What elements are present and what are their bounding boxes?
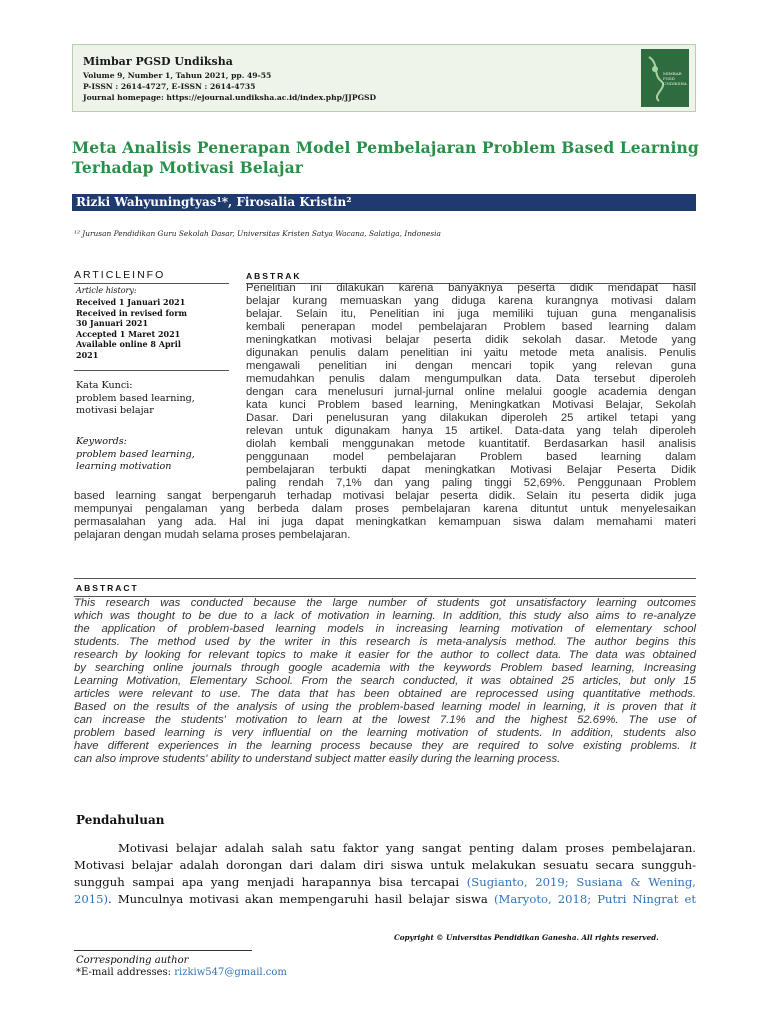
divider [74,370,229,371]
text-line: belajar. Selain itu, Penelitian ini juga memiliki tujuan guna menganalisis [246,308,696,320]
text-line: research by looking for relevant topics to make it easier for the author to collect data. The data was obtained [74,649,696,661]
text-line: have different experiences in the learning process because they are required to solve existing problems. It [74,740,696,752]
citation-link[interactable]: 2015) [74,892,109,906]
text-line: can increase the students' motivation to learn at the lowest 7.1% and the highest 52.69%. The use of [74,714,696,726]
copyright: Copyright © Universitas Pendidikan Ganesha. All rights reserved. [394,933,659,942]
authors: Rizki Wahyuningtyas¹*, Firosalia Kristin² [76,195,352,209]
journal-cover-thumbnail [641,49,689,107]
intro-line [74,874,696,891]
text-line: memudahkan penulis dalam mengumpulkan data. Data tersebut diperoleh [246,373,696,385]
footnote-divider [74,950,252,951]
text-line: mengawali penelitian ini dengan mencari topik yang relevan guna [246,360,696,372]
text-line: problem based learning is very influential on the learning motivation of students. In addition, students also [74,727,696,739]
text-line: based learning sangat berpengaruh terhadap motivasi belajar peserta didik. Selain itu peserta didik juga [74,490,696,502]
title-line: Meta Analisis Penerapan Model Pembelajaran Problem Based Learning [72,138,699,157]
text-line: dengan cara menelusuri jurnal-jurnal online melalui google academia dengan [246,386,696,398]
journal-header [72,44,696,112]
intro-paragraph [74,840,696,908]
text-line: Penelitian ini dilakukan karena banyaknya peserta didik mendapat hasil [246,282,696,294]
text-line: students. The method used by the writer in this research is meta-analysis method. The author begins this [74,636,696,648]
abstract-heading: ABSTRACT [76,583,139,593]
journal-issn: P-ISSN : 2614-4727, E-ISSN : 2614-4735 [83,82,256,91]
abstrak-text-wide [74,490,696,542]
section-heading: Pendahuluan [76,813,165,827]
text-line: articles were relevant to use. The data that has been obtained are reprocessed using quantitative methods. [74,688,696,700]
intro-line: Motivasi belajar adalah salah satu faktor yang sangat penting dalam proses pembelajaran. [118,841,696,855]
journal-homepage[interactable]: Journal homepage: https://ejournal.undiksha.ac.id/index.php/JJPGSD [83,93,377,102]
history-item: 30 Januari 2021 [76,318,149,329]
text-line: the application of problem-based learning models in increasing learning motivation of elementary school [74,623,696,635]
article-info-heading: ARTICLEINFO [74,269,166,281]
abstrak-heading: ABSTRAK [246,271,302,281]
abstract-text [74,597,696,766]
abstrak-text [246,282,696,490]
citation-link[interactable]: (Sugianto, 2019; Susiana & Wening, [466,875,696,889]
keywords-item: learning motivation [76,461,172,472]
intro-line: Motivasi belajar adalah dorongan dari dalam diri siswa untuk melakukan sesuatu secara sungguh- [74,858,696,872]
text-line: permasalahan yang ada. Hal ini juga dapat meningkatkan kemampuan siswa dalam memahami materi [74,516,696,528]
divider [74,578,696,579]
text-line: by searching online journals through google academia with the keywords Problem based learning, Increasing [74,662,696,674]
intro-text: sungguh sampai apa yang menjadi harapannya bisa tercapai [74,875,467,889]
kata-kunci-label: Kata Kunci: [76,380,133,391]
article-history [76,297,187,361]
history-item: Available online 8 April [76,339,181,350]
text-line: This research was conducted because the large number of students got unsatisfactory learning outcomes [74,597,696,609]
text-line: Based on the results of the analysis of using the problem-based learning model in learning, it is proven that it [74,701,696,713]
corresponding-author: Corresponding author [76,955,189,966]
text-line: kembali penerapan model pembelajaran Problem based learning dalam [246,321,696,333]
text-line: penggunaan model pembelajaran Problem based learning dalam [246,451,696,463]
text-line: which was thought to be due to a lack of motivation in learning. In addition, this study also aims to re-analyze [74,610,696,622]
kata-kunci-block [76,380,195,418]
text-line: diolah kembali menggunakan metode kuantitatif. Berdasarkan hasil analisis [246,438,696,450]
title-line: Terhadap Motivasi Belajar [72,158,304,177]
text-line: mempunyai pengalaman yang berbeda dalam proses pembelajaran karena dituntut untuk menyelesaikan [74,503,696,515]
intro-line [74,891,696,908]
author-bar [72,194,696,211]
text-line: Dasar. Dari penelusuran yang dilakukan diperoleh 25 artikel tetapi yang [246,412,696,424]
text-line: can also improve students' ability to understand subject matter easily during the learning process. [74,753,561,765]
text-line: pelajaran dengan mudah selama proses pembelajaran. [74,529,351,541]
history-item: Accepted 1 Maret 2021 [76,328,181,339]
affiliation: ¹² Jurusan Pendidikan Guru Sekolah Dasar, Universitas Kristen Satya Wacana, Salatiga, Indonesia [74,229,441,238]
keywords-block [76,436,195,474]
email-label: *E-mail addresses: [76,967,175,978]
text-line: kata kunci Problem based learning, Meningkatkan Motivasi Belajar, Sekolah [246,399,696,411]
text-line: pembelajaran terbukti dapat meningkatkan Motivasi Belajar Peserta Didik [246,464,696,476]
journal-name: Mimbar PGSD Undiksha [83,55,233,68]
history-item: Received in revised form [76,307,187,318]
divider [74,283,229,284]
article-history-label: Article history: [76,286,137,295]
text-line: Learning Motivation, Elementary School. From the search conducted, it was obtained 25 articles, but only 15 [74,675,696,687]
email-link[interactable]: rizkiw547@gmail.com [174,967,287,978]
text-line: meningkatkan motivasi belajar peserta didik sekolah dasar. Metode yang [246,334,696,346]
kata-kunci-item: problem based learning, [76,392,195,404]
citation-link[interactable]: (Maryoto, 2018; Putri Ningrat et [493,892,696,906]
keywords-item: problem based learning, [76,448,195,460]
text-line: relevan untuk digunakam hanya 15 artikel. Data-data yang telah diperoleh [246,425,696,437]
text-line: digunakan penulis dalam penelitian ini yaitu metode meta analisis. Penulis [246,347,696,359]
intro-text: . Munculnya motivasi akan mempengaruhi hasil belajar siswa [108,892,494,906]
kata-kunci-item: motivasi belajar [76,405,154,416]
text-line: belajar kurang memuaskan yang diduga karena kurangnya motivasi dalam [246,295,696,307]
keywords-label: Keywords: [76,436,127,447]
journal-volume: Volume 9, Number 1, Tahun 2021, pp. 49-55 [83,71,272,80]
email-line [76,967,287,978]
text-line: paling rendah 7,1% dan yang paling tinggi 52,69%. Penggunaan Problem [246,477,696,489]
history-item: 2021 [76,349,99,360]
paper-title [72,138,699,178]
history-item: Received 1 Januari 2021 [76,297,186,307]
cover-title: MIMBAR PGSD UNDIKSHA [663,71,687,86]
